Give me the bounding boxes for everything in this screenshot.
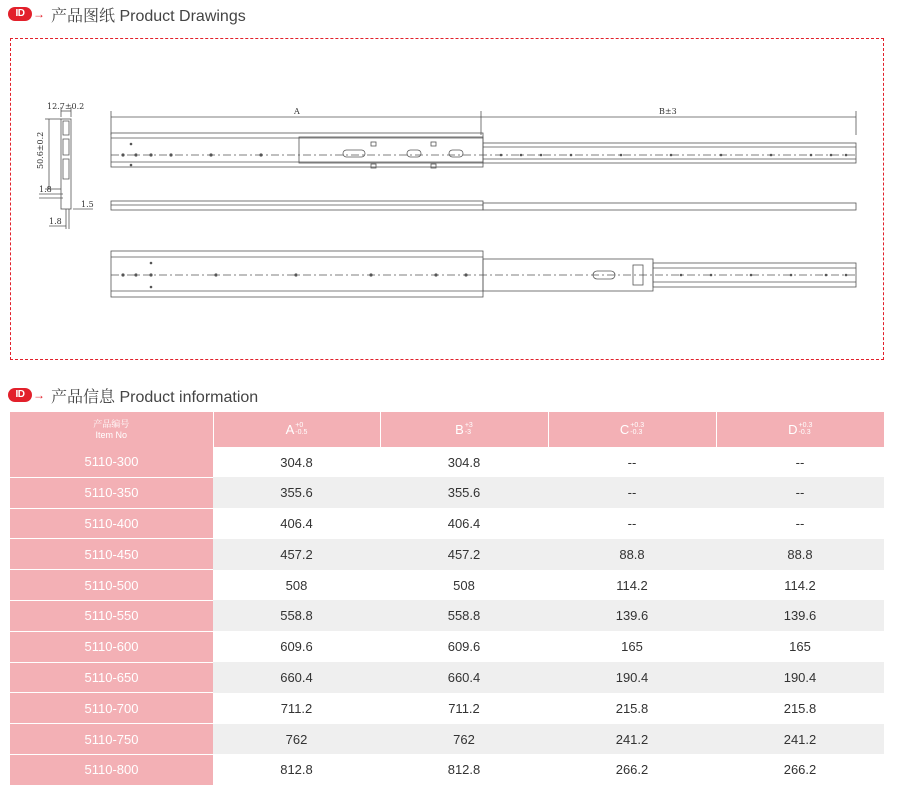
item-no-cell: 5110-800 [10,754,213,785]
item-no-cell: 5110-450 [10,539,213,570]
info-title: 产品信息 Product information [51,388,259,406]
table-row [10,447,884,477]
c-value-cell: 190.4 [548,662,716,693]
a-value-cell: 711.2 [213,693,380,724]
thickness-label-2: 1.5 [81,200,94,209]
d-value-cell: 114.2 [716,570,884,601]
item-no-cell: 5110-350 [10,477,213,508]
a-value-cell: 660.4 [213,662,380,693]
outer-rail-2 [111,201,483,210]
item-no-cell: 5110-650 [10,662,213,693]
b-value-cell: 660.4 [380,662,548,693]
d-value-cell: 190.4 [716,662,884,693]
thickness-label-1: 1.8 [39,185,52,194]
inner-rail-2 [483,203,856,210]
table-row [10,600,884,631]
brand-logo-icon [8,388,45,402]
a-value-cell: 406.4 [213,508,380,539]
table-row [10,570,884,601]
c-value-cell: 114.2 [548,570,716,601]
header-a-tolerance [295,422,307,436]
a-value-cell: 558.8 [213,600,380,631]
a-value-cell: 762 [213,724,380,755]
d-value-cell: 266.2 [716,754,884,785]
item-no-cell: 5110-400 [10,508,213,539]
b-value-cell: 457.2 [380,539,548,570]
header-c-tol-bot: -0.3 [630,429,643,437]
header-b-tol-bot: -3 [464,429,472,437]
d-value-cell: 241.2 [716,724,884,755]
header-b-label: B [455,421,464,437]
table-header-row [10,412,884,447]
b-value-cell: 762 [380,724,548,755]
header-b [380,412,548,447]
drawings-title: 产品图纸 Product Drawings [51,7,246,25]
b-value-cell: 711.2 [380,693,548,724]
c-value-cell: 139.6 [548,600,716,631]
table-row [10,754,884,785]
c-value-cell: -- [548,508,716,539]
a-value-cell: 609.6 [213,631,380,662]
c-value-cell: 165 [548,631,716,662]
item-no-cell: 5110-700 [10,693,213,724]
table-row [10,539,884,570]
b-value-cell: 355.6 [380,477,548,508]
header-a [213,412,380,447]
b-value-cell: 406.4 [380,508,548,539]
header-c [548,412,716,447]
header-d-label: D [788,421,798,437]
header-c-label: C [619,421,630,437]
product-drawing-frame [10,38,884,360]
header-item-no [10,412,213,447]
a-value-cell: 304.8 [213,447,380,477]
thickness-label-3: 1.8 [49,217,62,226]
arrow-right-icon: → [33,7,45,21]
d-value-cell: 88.8 [716,539,884,570]
table-row [10,508,884,539]
table-body [10,447,884,785]
width-dim-label: 12.7±0.2 [47,102,85,111]
header-d [716,412,884,447]
d-value-cell: 215.8 [716,693,884,724]
product-table [10,412,884,786]
header-d-tol-top: +0.3 [798,422,813,430]
table-row [10,724,884,755]
d-value-cell: 165 [716,631,884,662]
table-row [10,662,884,693]
dim-a-label: A [294,107,300,116]
table-row [10,477,884,508]
b-value-cell: 558.8 [380,600,548,631]
header-b-tolerance [465,422,473,436]
c-value-cell: -- [548,447,716,477]
c-value-cell: 215.8 [548,693,716,724]
c-value-cell: 266.2 [548,754,716,785]
b-value-cell: 304.8 [380,447,548,477]
arrow-right-icon: → [33,388,45,402]
a-value-cell: 508 [213,570,380,601]
header-a-tol-bot: -0.5 [295,429,308,437]
logo-badge: ID [8,7,32,21]
logo-badge: ID [8,388,32,402]
drawings-section-header [8,2,246,26]
item-no-cell: 5110-750 [10,724,213,755]
b-value-cell: 812.8 [380,754,548,785]
profile-outline [61,119,71,209]
b-value-cell: 508 [380,570,548,601]
header-d-tolerance [799,422,813,436]
height-dim-label: 50.6±0.2 [36,131,45,169]
c-value-cell: 241.2 [548,724,716,755]
d-value-cell: -- [716,447,884,477]
d-value-cell: -- [716,477,884,508]
a-value-cell: 457.2 [213,539,380,570]
header-item-en: Item No [95,429,127,440]
b-value-cell: 609.6 [380,631,548,662]
header-c-tol-top: +0.3 [630,422,645,430]
brand-logo-icon [8,7,45,21]
d-value-cell: -- [716,508,884,539]
a-value-cell: 812.8 [213,754,380,785]
header-a-label: A [285,421,295,437]
c-value-cell: -- [548,477,716,508]
info-section-header [8,383,258,407]
table-row [10,693,884,724]
inner-rail-1 [483,143,856,163]
header-a-tol-top: +0 [295,422,304,430]
a-value-cell: 355.6 [213,477,380,508]
c-value-cell: 88.8 [548,539,716,570]
dim-b-label: B±3 [659,107,677,116]
item-no-cell: 5110-550 [10,600,213,631]
item-no-cell: 5110-500 [10,570,213,601]
slide-drawing [11,39,885,361]
table-row [10,631,884,662]
item-no-cell: 5110-600 [10,631,213,662]
header-c-tolerance [630,422,644,436]
header-item-cn: 产品编号 [93,418,130,429]
header-b-tol-top: +3 [464,422,473,430]
header-d-tol-bot: -0.3 [798,429,811,437]
d-value-cell: 139.6 [716,600,884,631]
item-no-cell: 5110-300 [10,447,213,477]
